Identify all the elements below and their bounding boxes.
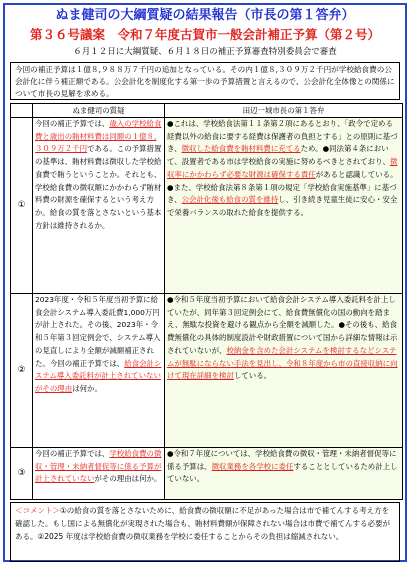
qa-table [10,103,403,500]
intro-box: 今回の補正予算は１億８,９８８万７千円の追加となっている。その内１億８,３０９万２千円が学校給食費の公会計化に伴う補正額である。公会計化を制度化する第一歩の予算措置と言えるので、公会計化全体像との関係について市長の見解を求める。 [10,62,400,100]
highlighted-text: 歳入の学校給食費と歳出の賄材料費は同額の１億８,３０９万２千円 [35,119,162,154]
answer-cell [165,448,403,500]
cell-text: ため。●同法第４条において、設置者である市は学校給食の実施に努めるべきとされており、 [167,144,390,167]
cell-text: することとしているため計上していない。 [167,461,398,484]
highlighted-text: 校納金を含めた会計システムを検討するなどシステムが無駄にならない手法を見出し、令和８年度から市の直接収納に向けて現在詳細を検討 [167,345,398,381]
highlighted-text: 徴収業務を各学校に委任 [211,461,294,471]
cell-text: 今回の補正予算では、 [35,449,110,458]
cell-text: は何か。 [72,383,102,393]
highlighted-text: 徴収率にかかわらず必要な財源は確保する責任 [167,157,398,179]
cell-text: 2023年度・令和５年度当初予算に給食会計システム導入委託費1,000万円が計上された。その後、2023年・令和５年第３回定例会で、システム導入の見直しにより全額が減額補正された。今回の補正予算では、 [35,295,161,368]
highlighted-text: 公会計化後も給食の質を維持 [181,195,279,205]
bill-title: 第３６号議案 令和７年度古賀市一般会計補正予算（第２号） [29,27,380,42]
comment-text: ①の給食の質を落とさないために、給食費の徴収額に不足があった場合は市で補てんする考え方を確認した。もし国による無償化が実現された場合も、賄材料費額が保障されない場合は市費で補てんする必要がある。②2025 年度は学校給食費の徴収業務を学校に委任することからその負担は縮減されない。 [15,506,390,542]
cell-text: 今回の補正予算では、 [35,119,110,128]
cell-text: ●令和５年度当初予算において給食会計システム導入委託料を計上していたが、同年第３回定例会にて、給食費無償化の国の動向を踏まえ、無駄な投資を避ける観点から全額を減額した。●その後も、給食費無償化の具体的制度設計や財政措置について国から詳細な情報は示されていないが、 [167,295,398,355]
report-title: ぬま健司の大綱質疑の結果報告（市長の第１答弁） [55,8,355,23]
question-cell [33,448,165,500]
table-row [11,118,403,294]
answer-cell [165,294,403,448]
highlighted-text: 学校給食費の徴収・管理・未納者督促等に係る予算が計上されていない [35,449,162,484]
report-page [3,3,407,562]
row-number: ② [11,294,33,448]
answer-cell [165,118,403,294]
row-number: ③ [11,448,33,500]
cell-text: である。この予算措置の基準は、賄材料費は徴収した学校給食費で賄うということか。それとも、学校給食費の徴収額にかかわらず賄材料費の財源を確保するという考え方か。給食の質を落とさないという基本方針は維持されるか。 [35,144,162,230]
question-cell [33,294,165,448]
highlighted-text: 給食会計システム導入委託料が計上されていないがその理由 [35,358,162,393]
table-row [11,448,403,500]
answer-column-header: 田辺一城市長の第１答弁 [165,104,403,118]
cell-text: ●令和７年度については、学校給食費の徴収・管理・未納者督促等に係る予算は、 [167,449,397,471]
table-header-row [11,104,403,118]
comment-lead: ＜コメント＞ [15,506,60,515]
cell-text: がその理由は何か。 [94,474,162,484]
cell-text: があると認識している。●また、学校給食法第８条第１項の規定「学校給食実施基準」に基づき、 [167,169,398,205]
comment-box [10,502,400,562]
row-number: ① [11,118,33,294]
cell-text: ●これは、学校給食法第１１条第２項にあるとおり、「政令で定める経費以外の給食に要する経費は保護者の負担とする」との原則に基づき、 [167,119,398,154]
question-cell [33,118,165,294]
table-row [11,294,403,448]
cell-text: し、引き続き児童生徒に安心・安全で栄養バランスの取れた給食を提供する。 [167,195,398,217]
question-column-header: ぬま健司の質疑 [33,104,165,118]
schedule-subtitle: ６月１２日に大綱質疑、６月１８日の補正予算審査特別委員会で審査 [73,47,337,57]
cell-text: している。 [233,371,272,381]
number-column-header [11,104,33,118]
highlighted-text: 徴収した給食費を賄材料費に充てる [181,144,301,154]
